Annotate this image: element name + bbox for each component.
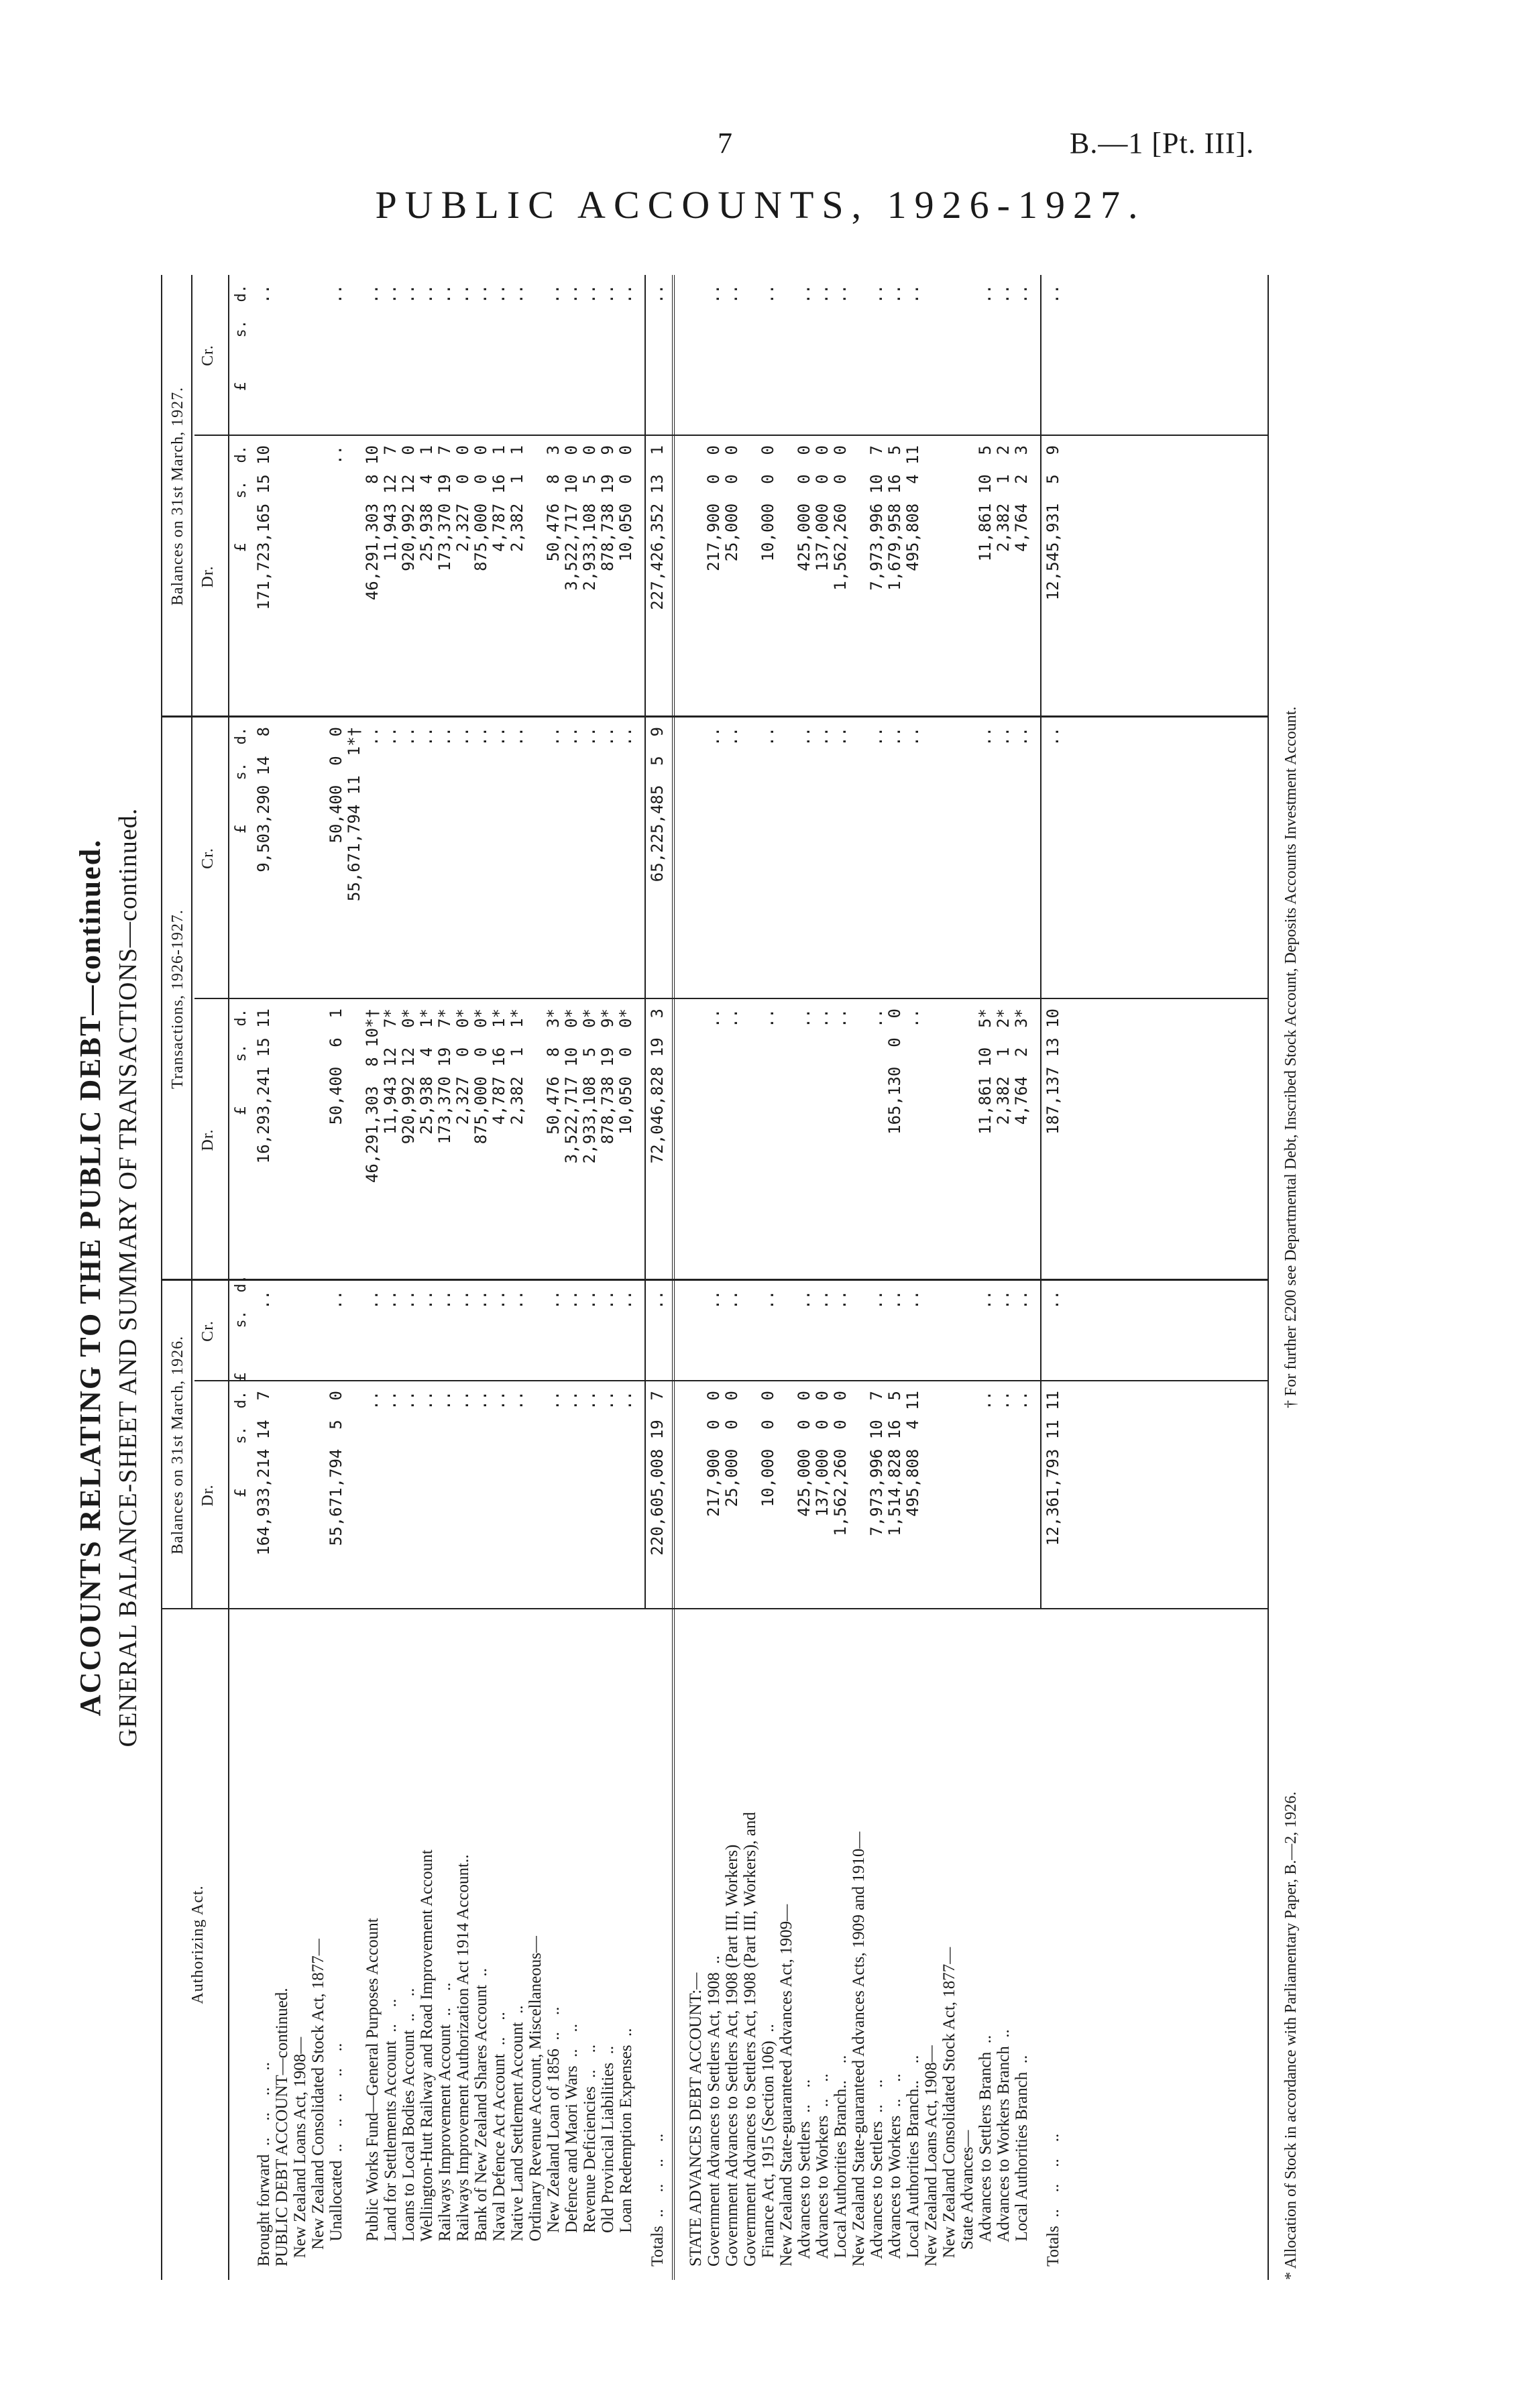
table-row-label: Government Advances to Settlers Act, 1908 (Part III, Workers)	[723, 1844, 741, 2267]
table-row-tcr: ..	[562, 727, 581, 746]
table-row-b26dr: ..	[598, 1391, 617, 1410]
table-row-label: Local Authorities Branch.. ..	[904, 2055, 922, 2267]
table-row-b26dr: ..	[381, 1391, 400, 1410]
table-row-b26dr: ..	[399, 1391, 418, 1410]
table-row-tdr: ..	[903, 1009, 922, 1028]
units-b27cr: £ s. d.	[233, 284, 249, 391]
table-row-tdr: 3,522,717 10 0*	[562, 1009, 581, 1164]
table-row-tcr: ..	[399, 727, 418, 746]
table-row-tcr: ..	[722, 727, 741, 746]
table-row-b27dr: 495,808 4 11	[903, 445, 922, 571]
table-row-label: Railways Improvement Account .. ..	[436, 1982, 454, 2267]
table-row-b26cr: ..	[471, 1290, 490, 1310]
table-row-label: Bank of New Zealand Shares Account ..	[472, 1967, 490, 2267]
table-row-label: Advances to Settlers .. ..	[795, 2079, 813, 2267]
table-row-tdr: 10,050 0 0*	[616, 1009, 635, 1135]
table-row-tdr: 2,382 1 1*	[508, 1009, 526, 1125]
table-row-b27cr: ..	[616, 284, 635, 304]
column-header-act: Authorizing Act.	[189, 1885, 207, 2004]
table-row-b27dr: 2,933,108 5 0	[580, 445, 599, 591]
table-row-label: New Zealand Loans Act, 1908—	[922, 2045, 940, 2267]
table-rule-top	[161, 275, 162, 2280]
totals-row-label: Totals .. .. .. ..	[1044, 2133, 1062, 2267]
table-row-tdr: 16,293,241 15 11	[254, 1009, 273, 1164]
table-row-b27dr: 171,723,165 15 10	[254, 445, 273, 610]
table-row-tdr: 165,130 0 0	[885, 1009, 904, 1135]
column-header-b26cr: Cr.	[199, 1320, 217, 1342]
table-row-b27cr: ..	[976, 284, 995, 304]
table-row-b27cr: ..	[704, 284, 723, 304]
table-row-label: New Zealand Consolidated Stock Act, 1877—	[940, 1947, 958, 2267]
table-row-tcr: ..	[381, 727, 400, 746]
table-subtitle: GENERAL BALANCE-SHEET AND SUMMARY OF TRANSACTIONS—continued.	[114, 807, 142, 1747]
table-row-tdr: 25,938 4 1*	[417, 1009, 436, 1135]
table-row-label: Advances to Settlers .. ..	[868, 2079, 886, 2267]
table-row-b27dr: 11,861 10 5	[976, 445, 995, 562]
totals-row-b26cr: ..	[648, 1290, 667, 1310]
table-row-b26dr: 55,671,794 5 0	[327, 1391, 345, 1546]
table-row-b27dr: 878,738 19 9	[598, 445, 617, 571]
table-row-tdr: ..	[758, 1009, 777, 1028]
table-row-tdr: 11,861 10 5*	[976, 1009, 995, 1135]
totals-rule	[644, 275, 646, 1609]
table-row-tdr: ..	[704, 1009, 723, 1028]
rotated-table	[74, 275, 1375, 2280]
table-row-b27cr: ..	[417, 284, 436, 304]
table-row-label: New Zealand State-guaranteed Advances Acts, 1909 and 1910—	[850, 1831, 868, 2267]
column-header-b27cr: Cr.	[199, 345, 217, 366]
column-header-b27dr: Dr.	[199, 565, 217, 588]
table-row-label: Land for Settlements Account .. ..	[382, 1998, 400, 2267]
table-row-tdr: 2,327 0 0*	[453, 1009, 472, 1125]
table-row-label: Native Land Settlement Account ..	[508, 2005, 526, 2267]
table-row-b27dr: 173,370 19 7	[435, 445, 454, 571]
table-row-label: New Zealand State-guaranteed Advances Act, 1909—	[777, 1904, 795, 2267]
table-row-b27dr: 4,764 2 3	[1012, 445, 1031, 552]
table-row-tdr: 173,370 19 7*	[435, 1009, 454, 1145]
table-row-b27cr: ..	[544, 284, 563, 304]
table-row-b27dr: 11,943 12 7	[381, 445, 400, 562]
table-row-b26dr: ..	[453, 1391, 472, 1410]
table-row-b26cr: ..	[453, 1290, 472, 1310]
table-row-tcr: 55,671,794 11 1*†	[345, 727, 363, 902]
table-row-tcr: ..	[1012, 727, 1031, 746]
table-row-b26dr: 1,562,260 0 0	[831, 1391, 850, 1536]
table-row-b26cr: ..	[885, 1290, 904, 1310]
totals-row-tdr: 72,046,828 19 3	[648, 1009, 667, 1164]
table-row-label: Government Advances to Settlers Act, 1908 (Part III, Workers), and	[741, 1812, 759, 2267]
column-header-bal1927: Balances on 31st March, 1927.	[169, 386, 186, 606]
page-number: 7	[718, 127, 732, 160]
table-row-tcr: ..	[598, 727, 617, 746]
table-row-b27dr: 25,000 0 0	[722, 445, 741, 562]
table-row-b27dr: 46,291,303 8 10	[363, 445, 382, 601]
table-row-label: Advances to Workers .. ..	[886, 2073, 904, 2267]
table-row-b26dr: ..	[616, 1391, 635, 1410]
table-row-b27dr: 10,000 0 0	[758, 445, 777, 562]
table-row-b27cr: ..	[994, 284, 1013, 304]
table-row-b26dr: ..	[490, 1391, 508, 1410]
table-row-b26cr: ..	[417, 1290, 436, 1310]
column-header-bal1926: Balances on 31st March, 1926.	[169, 1335, 186, 1555]
table-row-label: New Zealand Loan of 1856 .. ..	[545, 2006, 563, 2267]
table-row-tcr: ..	[704, 727, 723, 746]
table-row-b27dr: 10,050 0 0	[616, 445, 635, 562]
totals-row-b26dr: 12,361,793 11 11	[1044, 1391, 1062, 1546]
table-row-b26cr: ..	[544, 1290, 563, 1310]
table-row-tcr: ..	[885, 727, 904, 746]
table-row-b26dr: 137,000 0 0	[813, 1391, 832, 1517]
table-row-tdr: 2,382 1 2*	[994, 1009, 1013, 1125]
table-row-label: Advances to Settlers Branch ..	[976, 2034, 995, 2267]
table-row-b26dr: ..	[363, 1391, 382, 1410]
table-row-tcr: ..	[994, 727, 1013, 746]
table-row-tdr: 50,476 8 3*	[544, 1009, 563, 1135]
column-header-tdr: Dr.	[199, 1129, 217, 1151]
table-row-tcr: ..	[795, 727, 813, 746]
table-row-b27cr: ..	[381, 284, 400, 304]
table-row-b26dr: 10,000 0 0	[758, 1391, 777, 1507]
table-row-tcr: ..	[417, 727, 436, 746]
units-b27dr: £ s. d.	[233, 445, 249, 552]
table-row-label: Unallocated .. .. .. .. ..	[327, 2043, 345, 2267]
table-row-b27dr: 137,000 0 0	[813, 445, 832, 571]
table-row-b27cr: ..	[435, 284, 454, 304]
table-row-label: Loan Redemption Expenses ..	[617, 2028, 635, 2267]
totals-row-tdr: 187,137 13 10	[1044, 1009, 1062, 1135]
table-row-b27dr: 875,000 0 0	[471, 445, 490, 571]
table-row-b27dr: 1,562,260 0 0	[831, 445, 850, 591]
table-row-tdr: 2,933,108 5 0*	[580, 1009, 599, 1164]
table-row-tdr: 4,787 16 1*	[490, 1009, 508, 1125]
table-row-b27cr: ..	[580, 284, 599, 304]
table-row-b26cr: ..	[254, 1290, 273, 1310]
table-row-b27cr: ..	[867, 284, 886, 304]
table-row-b26cr: ..	[704, 1290, 723, 1310]
table-row-tdr: 4,764 2 3*	[1012, 1009, 1031, 1125]
table-row-b26cr: ..	[435, 1290, 454, 1310]
table-row-b26dr: 7,973,996 10 7	[867, 1391, 886, 1536]
table-row-b26cr: ..	[994, 1290, 1013, 1310]
section-rule	[672, 275, 675, 2280]
totals-row-b26cr: ..	[1044, 1290, 1062, 1310]
table-row-b26dr: 1,514,828 16 5	[885, 1391, 904, 1536]
table-row-b27cr: ..	[471, 284, 490, 304]
table-row-label: Naval Defence Act Account .. ..	[490, 2012, 508, 2267]
column-header-b26dr: Dr.	[199, 1484, 217, 1507]
table-row-b26dr: ..	[562, 1391, 581, 1410]
table-row-label: Old Provincial Liabilities ..	[599, 2045, 617, 2267]
table-row-tcr: ..	[813, 727, 832, 746]
table-row-tcr: ..	[544, 727, 563, 746]
table-row-b27dr: 217,900 0 0	[704, 445, 723, 571]
table-row-label: New Zealand Consolidated Stock Act, 1877—	[309, 1939, 327, 2267]
table-row-b27dr: 2,327 0 0	[453, 445, 472, 552]
table-row-b26cr: ..	[722, 1290, 741, 1310]
table-row-b26dr: 164,933,214 14 7	[254, 1391, 273, 1556]
table-row-b27cr: ..	[254, 284, 273, 304]
table-title: ACCOUNTS RELATING TO THE PUBLIC DEBT—continued.	[74, 838, 107, 1717]
table-row-b27dr: 425,000 0 0	[795, 445, 813, 571]
table-row-tcr: ..	[490, 727, 508, 746]
table-row-b26cr: ..	[795, 1290, 813, 1310]
table-row-b27dr: 1,679,958 16 5	[885, 445, 904, 591]
table-row-b26dr: ..	[417, 1391, 436, 1410]
table-row-b27cr: ..	[831, 284, 850, 304]
totals-row-b27dr: 12,545,931 5 9	[1044, 445, 1062, 601]
table-row-b26dr: ..	[435, 1391, 454, 1410]
table-row-b26cr: ..	[508, 1290, 526, 1310]
table-row-b26cr: ..	[562, 1290, 581, 1310]
table-row-b26cr: ..	[381, 1290, 400, 1310]
table-row-b27cr: ..	[885, 284, 904, 304]
table-row-b27cr: ..	[327, 284, 345, 304]
table-row-label: Local Authorities Branch ..	[1013, 2055, 1031, 2267]
table-row-b26cr: ..	[813, 1290, 832, 1310]
header-rule	[191, 275, 192, 1609]
table-row-b27dr: 2,382 1 1	[508, 445, 526, 552]
table-row-b26dr: ..	[976, 1391, 995, 1410]
header-rule-bottom	[228, 275, 229, 2280]
table-row-tdr: ..	[795, 1009, 813, 1028]
table-row-b26cr: ..	[903, 1290, 922, 1310]
units-tcr: £ s. d.	[233, 727, 249, 834]
totals-rule	[1040, 275, 1041, 1609]
table-row-b26dr: 425,000 0 0	[795, 1391, 813, 1517]
table-row-tcr: ..	[903, 727, 922, 746]
table-row-tdr: ..	[831, 1009, 850, 1028]
table-row-b26cr: ..	[616, 1290, 635, 1310]
table-row-b27cr: ..	[399, 284, 418, 304]
table-row-b27cr: ..	[508, 284, 526, 304]
table-row-b26dr: ..	[580, 1391, 599, 1410]
table-row-tdr: 920,992 12 0*	[399, 1009, 418, 1145]
table-row-tdr: ..	[813, 1009, 832, 1028]
table-row-b27cr: ..	[813, 284, 832, 304]
table-rule-bottom	[1268, 275, 1269, 2280]
table-row-b26dr: ..	[994, 1391, 1013, 1410]
table-row-tcr: ..	[363, 727, 382, 746]
table-row-b27cr: ..	[490, 284, 508, 304]
table-row-b26cr: ..	[327, 1290, 345, 1310]
table-row-b27cr: ..	[598, 284, 617, 304]
totals-row-label: Totals .. .. .. ..	[649, 2133, 667, 2267]
table-row-tdr: 875,000 0 0*	[471, 1009, 490, 1145]
table-row-b27cr: ..	[722, 284, 741, 304]
table-row-b27cr: ..	[1012, 284, 1031, 304]
table-row-b27dr: ..	[327, 445, 345, 465]
table-row-b26dr: 495,808 4 11	[903, 1391, 922, 1517]
table-row-b27cr: ..	[795, 284, 813, 304]
table-row-b27dr: 920,992 12 0	[399, 445, 418, 571]
table-row-tdr: 50,400 6 1	[327, 1009, 345, 1125]
table-row-b26dr: 25,000 0 0	[722, 1391, 741, 1507]
table-row-tcr: ..	[435, 727, 454, 746]
table-row-b27dr: 4,787 16 1	[490, 445, 508, 552]
table-row-tdr: 878,738 19 9*	[598, 1009, 617, 1145]
totals-row-tcr: 65,225,485 5 9	[648, 727, 667, 882]
totals-row-b27cr: ..	[1044, 284, 1062, 304]
table-row-b26cr: ..	[758, 1290, 777, 1310]
table-row-b26dr: ..	[1012, 1391, 1031, 1410]
units-b26cr: £ s. d.	[233, 1275, 249, 1381]
table-row-b27cr: ..	[363, 284, 382, 304]
table-row-b27dr: 7,973,996 10 7	[867, 445, 886, 591]
table-row-label: Ordinary Revenue Account, Miscellaneous—	[526, 1936, 545, 2267]
table-row-label: Public Works Fund—General Purposes Account	[363, 1918, 382, 2267]
table-row-label: New Zealand Loans Act, 1908—	[291, 2037, 309, 2267]
table-row-label: Local Authorities Branch.. ..	[832, 2055, 850, 2267]
table-row-b26cr: ..	[490, 1290, 508, 1310]
table-row-b27cr: ..	[562, 284, 581, 304]
table-row-tdr: ..	[867, 1009, 886, 1028]
table-row-b27dr: 25,938 4 1	[417, 445, 436, 562]
totals-row-b27dr: 227,426,352 13 1	[648, 445, 667, 610]
page-title: PUBLIC ACCOUNTS, 1926-1927.	[375, 183, 1146, 227]
table-row-b27cr: ..	[453, 284, 472, 304]
table-row-tcr: ..	[453, 727, 472, 746]
table-row-b26cr: ..	[363, 1290, 382, 1310]
table-row-label: Finance Act, 1915 (Section 106) ..	[759, 2024, 777, 2267]
units-tdr: £ s. d.	[233, 1009, 249, 1115]
table-row-label: Advances to Workers .. ..	[813, 2073, 832, 2267]
table-row-label: Wellington-Hutt Railway and Road Improvement Account	[418, 1849, 436, 2267]
table-row-b27dr: 2,382 1 2	[994, 445, 1013, 552]
table-row-tcr: ..	[508, 727, 526, 746]
table-row-label: Government Advances to Settlers Act, 1908 ..	[705, 1955, 723, 2267]
totals-row-b26dr: 220,605,008 19 7	[648, 1391, 667, 1556]
table-row-label: Defence and Maori Wars .. ..	[563, 2024, 581, 2267]
table-row-tcr: ..	[580, 727, 599, 746]
units-b26dr: £ s. d.	[233, 1391, 249, 1497]
table-row-b26dr: ..	[544, 1391, 563, 1410]
table-row-tdr: 11,943 12 7*	[381, 1009, 400, 1135]
table-row-tcr: ..	[976, 727, 995, 746]
table-row-b26dr: ..	[471, 1391, 490, 1410]
table-row-b26cr: ..	[867, 1290, 886, 1310]
table-row-tcr: ..	[471, 727, 490, 746]
column-header-tcr: Cr.	[199, 848, 217, 869]
table-row-tcr: ..	[867, 727, 886, 746]
table-row-b26cr: ..	[976, 1290, 995, 1310]
table-row-label: Loans to Local Bodies Account .. ..	[400, 1988, 418, 2267]
totals-row-tcr: ..	[1044, 727, 1062, 746]
table-row-tcr: ..	[758, 727, 777, 746]
table-row-b26cr: ..	[598, 1290, 617, 1310]
footnote-star: * Allocation of Stock in accordance with Parliamentary Paper, B.—2, 1926.	[1282, 1791, 1300, 2280]
totals-row-b27cr: ..	[648, 284, 667, 304]
table-row-label: Brought forward .. .. .. ..	[255, 2062, 273, 2267]
column-header-transactions: Transactions, 1926-1927.	[169, 909, 186, 1089]
footnote-dagger: † For further £200 see Departmental Debt, Inscribed Stock Account, Deposits Accounts Investment Account.	[1282, 706, 1300, 1408]
table-row-b26cr: ..	[399, 1290, 418, 1310]
table-row-tdr: ..	[722, 1009, 741, 1028]
table-row-b26cr: ..	[831, 1290, 850, 1310]
table-row-label: Revenue Deficiencies .. ..	[581, 2044, 599, 2267]
table-row-b26cr: ..	[580, 1290, 599, 1310]
table-row-tcr: ..	[616, 727, 635, 746]
table-row-label: State Advances—	[958, 2130, 976, 2267]
table-row-b27dr: 50,476 8 3	[544, 445, 563, 562]
sheet-code: B.—1 [Pt. III].	[1070, 127, 1255, 160]
table-row-b26cr: ..	[1012, 1290, 1031, 1310]
table-row-tdr: 46,291,303 8 10*†	[363, 1009, 382, 1184]
table-row-label: STATE ADVANCES DEBT ACCOUNT:—	[687, 1972, 705, 2267]
table-row-label: Advances to Workers Branch ..	[995, 2029, 1013, 2267]
table-row-label: PUBLIC DEBT ACCOUNT—continued.	[273, 1988, 291, 2267]
table-row-b27dr: 3,522,717 10 0	[562, 445, 581, 591]
table-row-tcr: 9,503,290 14 8	[254, 727, 273, 872]
table-row-tcr: ..	[831, 727, 850, 746]
table-row-b26dr: 217,900 0 0	[704, 1391, 723, 1517]
table-row-b27cr: ..	[758, 284, 777, 304]
table-row-b26dr: ..	[508, 1391, 526, 1410]
table-row-label: Railways Improvement Authorization Act 1914 Account..	[454, 1854, 472, 2267]
table-row-b27cr: ..	[903, 284, 922, 304]
table-row-tcr: 50,400 0 0	[327, 727, 345, 844]
